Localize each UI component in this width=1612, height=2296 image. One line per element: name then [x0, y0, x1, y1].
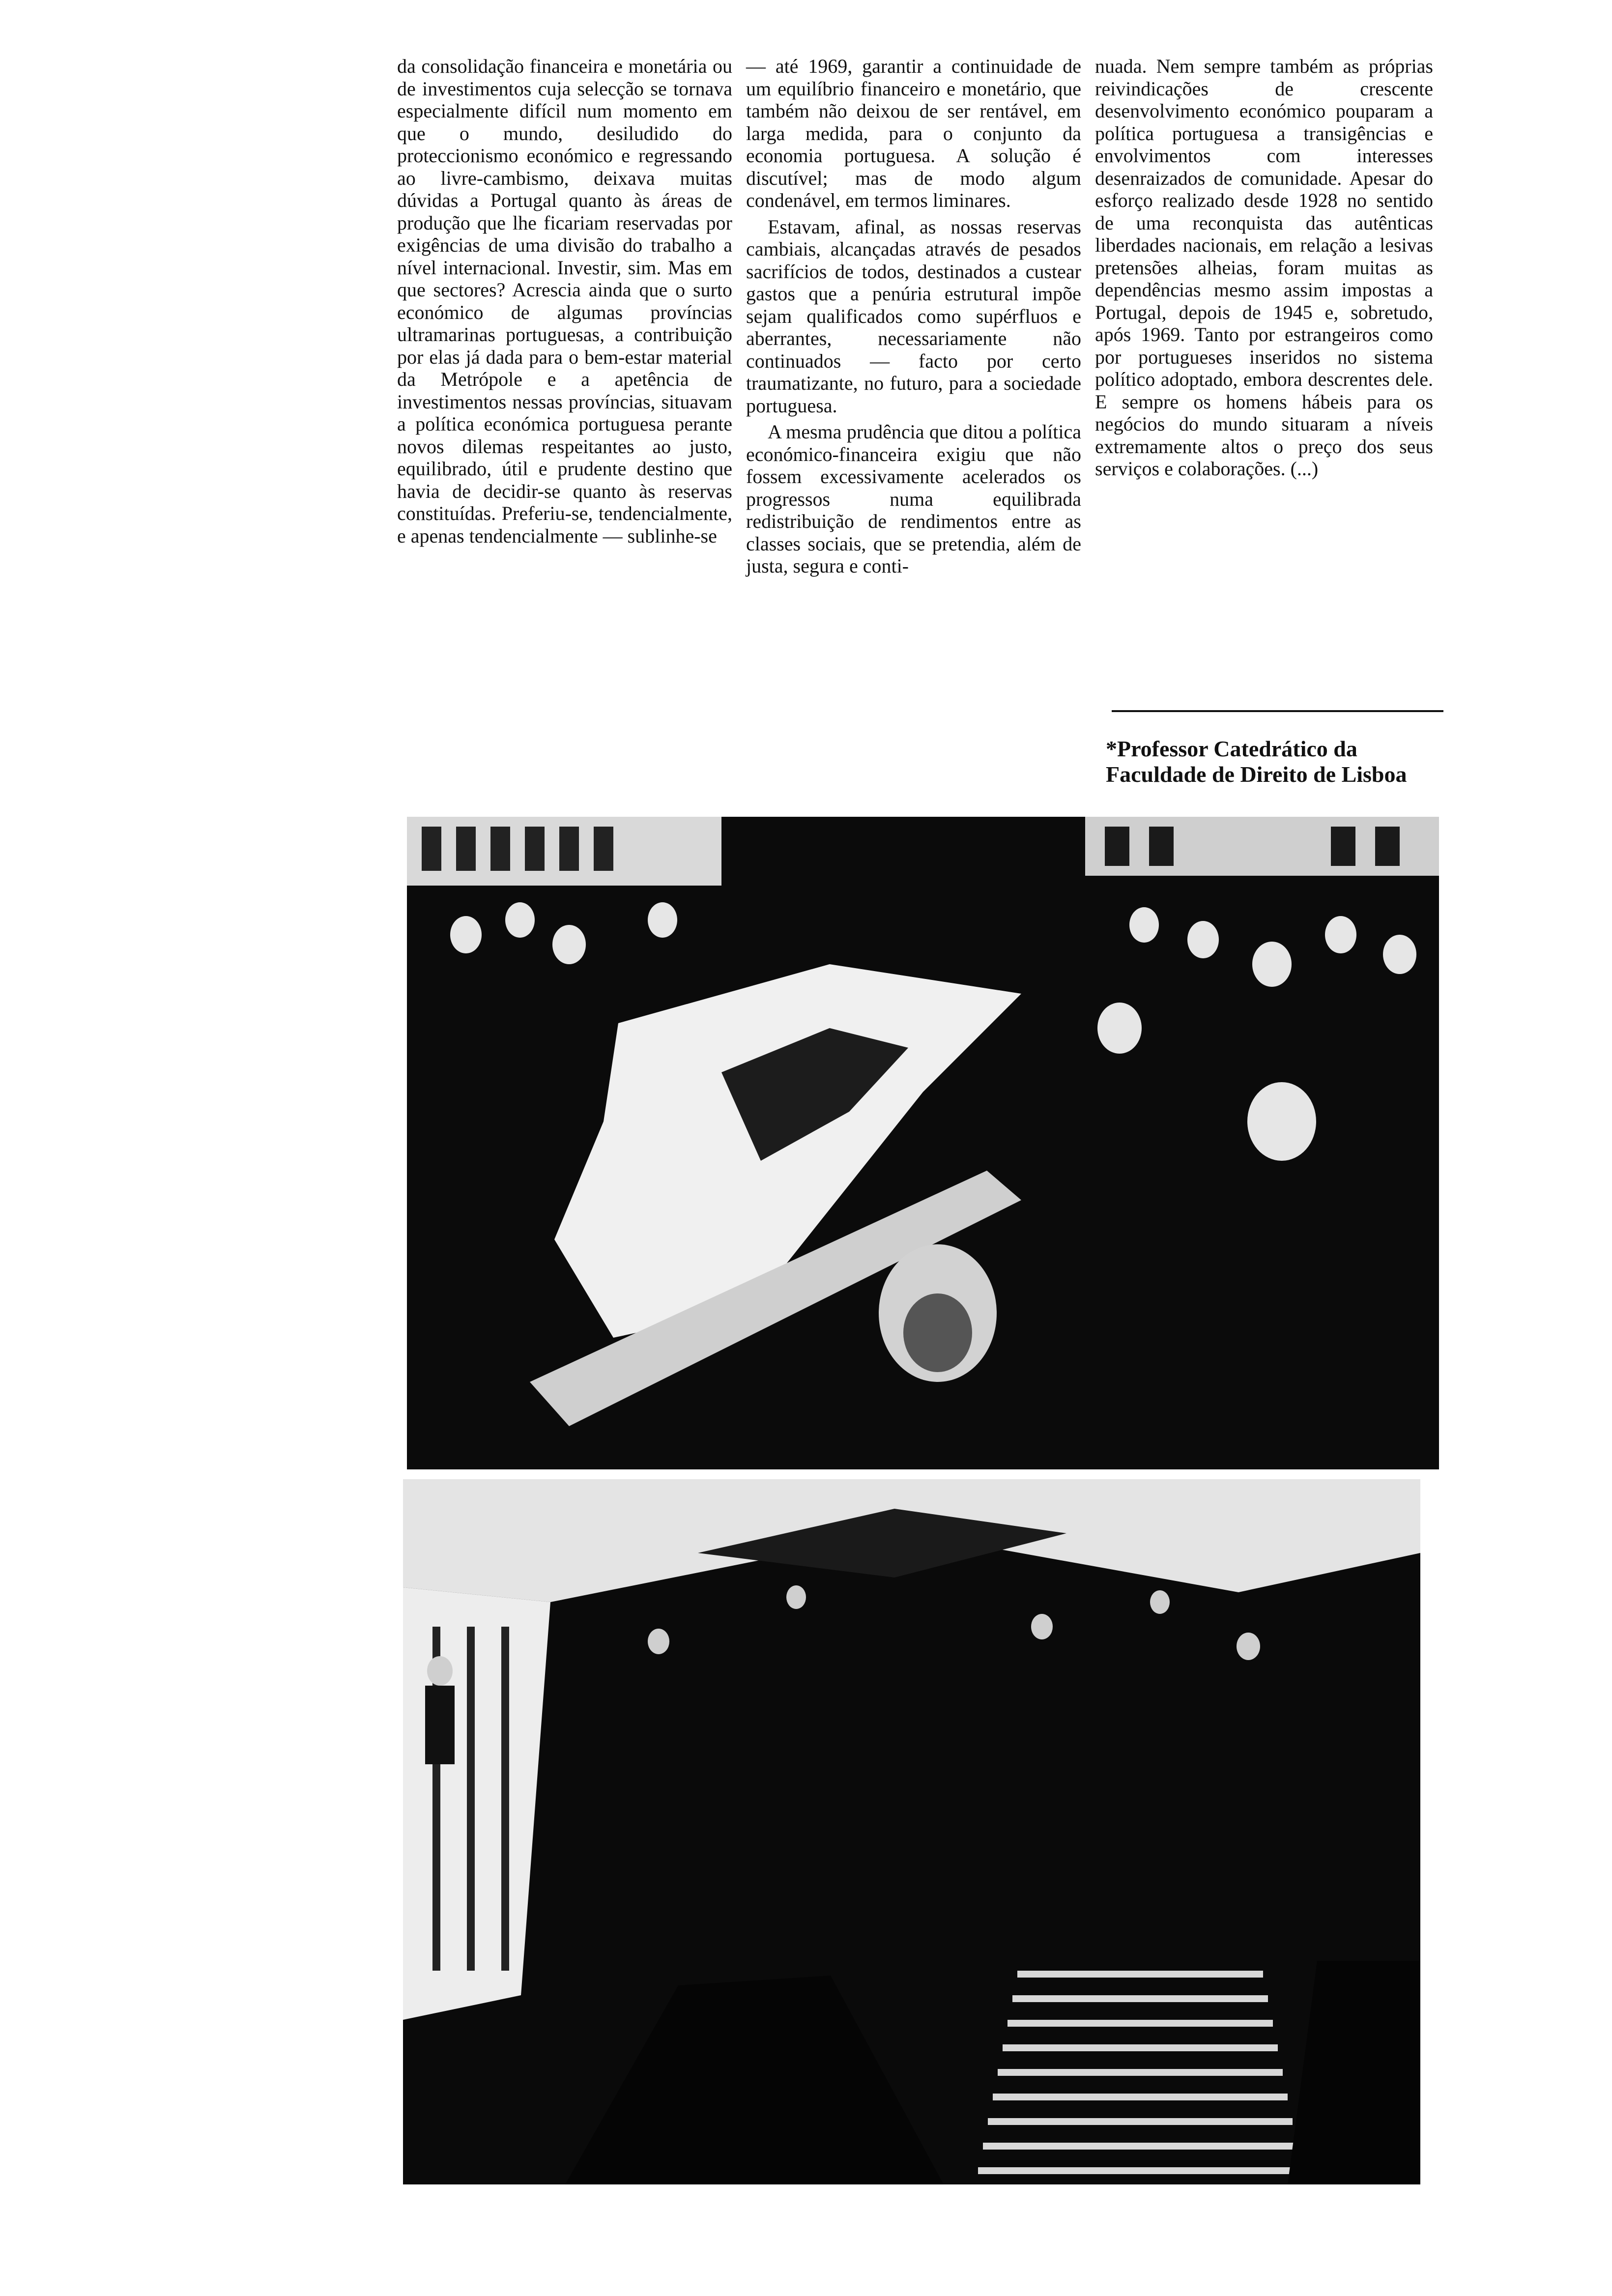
article-column-1 [397, 55, 732, 547]
photo-funeral-crowd-image [407, 817, 1439, 1469]
article-column-3 [1095, 55, 1433, 480]
paragraph: — até 1969, garantir a continuidade de um equilíbrio financeiro e monetário, que também não deixou de ser rentável, em larga medida, para o conjunto da economia portuguesa. A solução é discutível; mas de modo algum condenável, em termos liminares. [746, 55, 1081, 211]
paragraph: nuada. Nem sempre também as próprias reivindicações de crescente desenvolvimento económico pouparam a política portuguesa a transigências e envolvimentos com interesses desenraizados de comunidade. Apesar do esforço realizado desde 1928 no sentido de uma reconquista das autênticas liberdades nacionais, em relação a lesivas pretensões alheias, foram muitas as dependências mesmo assim impostas a Portugal, depois de 1945 e, sobretudo, após 1969. Tanto por estrangeiros como por portugueses inseridos no sistema político adoptado, embora descrentes dele. E sempre os homens hábeis para os negócios do mundo situaram a níveis extremamente altos o preço dos seus serviços e colaborações. (...) [1095, 55, 1433, 480]
footnote-divider [1112, 710, 1443, 712]
photo-funeral-crowd [407, 817, 1439, 1469]
photo-procession-steps-image [403, 1479, 1420, 2184]
photo-procession-steps [403, 1479, 1420, 2184]
article-column-2 [746, 55, 1081, 577]
paragraph: A mesma prudência que ditou a política económico-financeira exigiu que não fossem excessivamente acelerados os progressos numa equilibrada redistribuição de rendimentos entre as classes sociais, que se pretendia, além de justa, segura e conti- [746, 421, 1081, 577]
author-footnote: *Professor Catedrático da Faculdade de Direito de Lisboa [1106, 736, 1407, 787]
paragraph: da consolidação financeira e monetária ou de investimentos cuja selecção se tornava especialmente difícil num momento em que o mundo, desiludido do proteccionismo económico e regressando ao livre-cambismo, deixava muitas dúvidas a Portugal quanto às áreas de produção que lhe ficariam reservadas por exigências de uma divisão do trabalho a nível internacional. Investir, sim. Mas em que sectores? Acrescia ainda que o surto económico de algumas províncias ultramarinas portuguesas, a contribuição por elas já dada para o bem-estar material da Metrópole e a apetência de investimentos nessas províncias, situavam a política económica portuguesa perante novos dilemas respeitantes ao justo, equilibrado, útil e prudente destino que havia de decidir-se quanto às reservas constituídas. Preferiu-se, tendencialmente, e apenas tendencialmente — sublinhe-se [397, 55, 732, 547]
paragraph: Estavam, afinal, as nossas reservas cambiais, alcançadas através de pesados sacrifícios de todos, destinados a custear gastos que a penúria estrutural impõe sejam qualificados como supérfluos e aberrantes, necessariamente não continuados — facto por certo traumatizante, no futuro, para a sociedade portuguesa. [746, 215, 1081, 417]
